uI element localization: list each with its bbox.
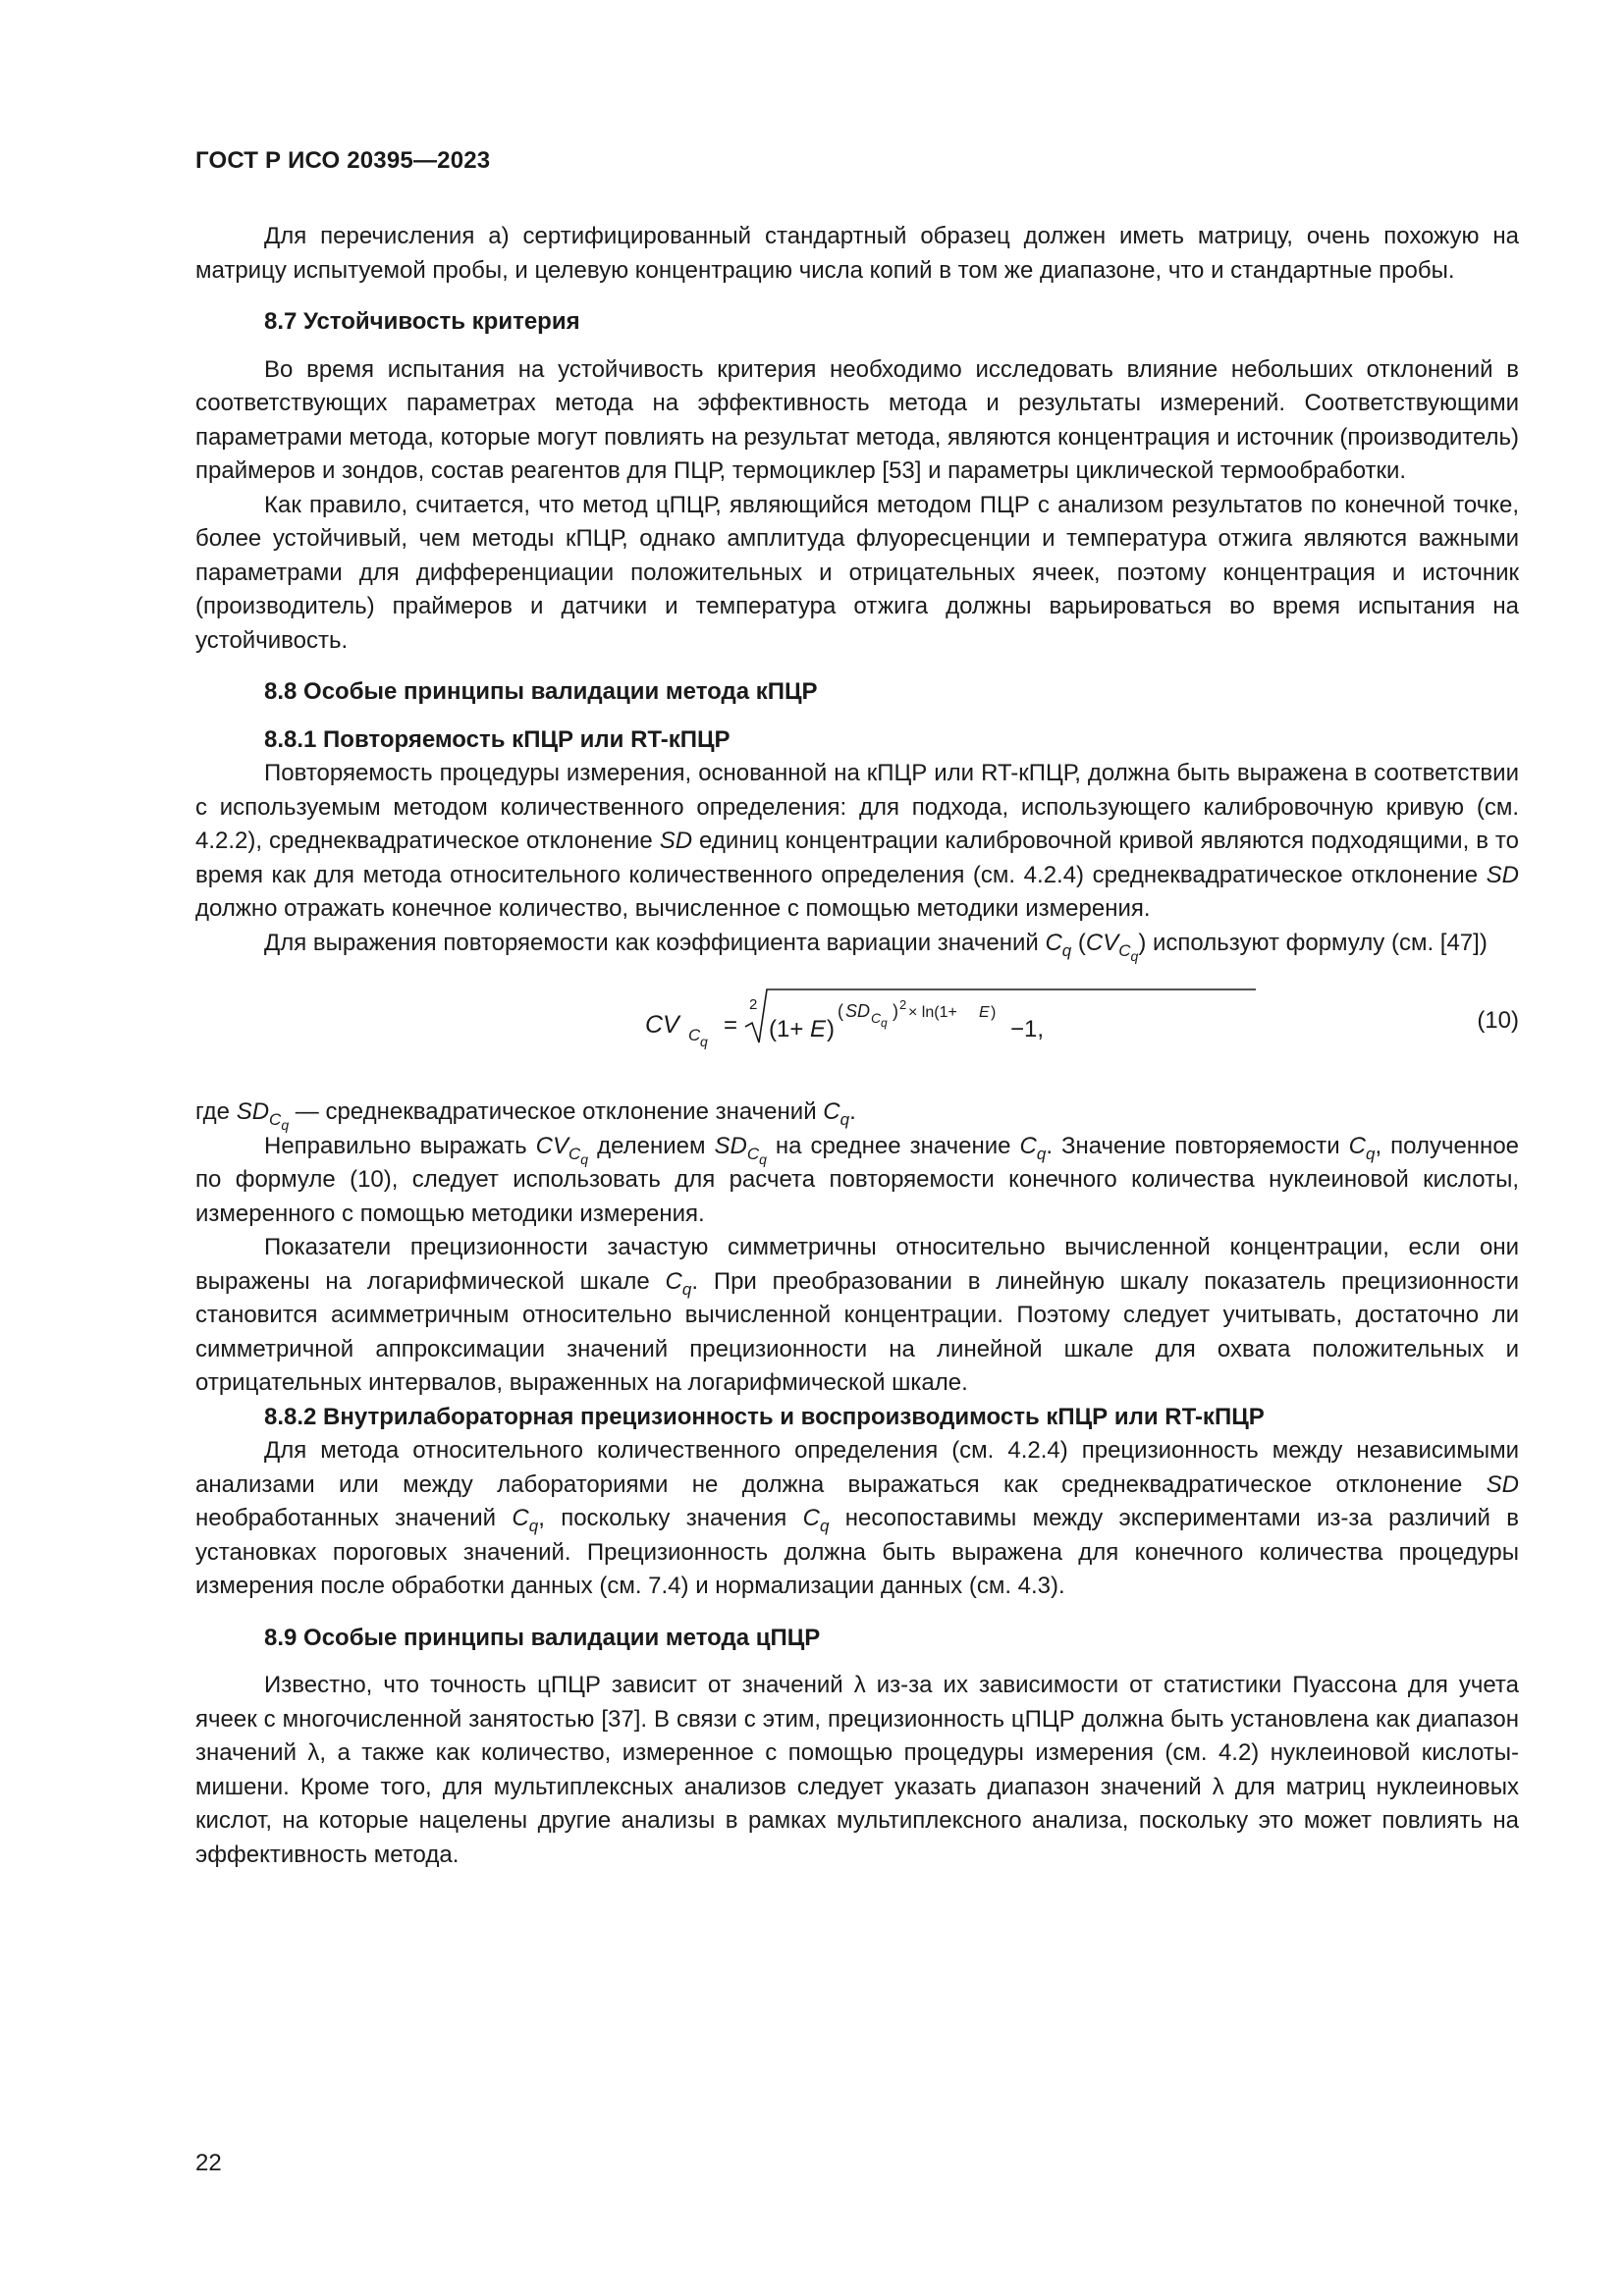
formula-exp-sd: SD — [845, 1001, 871, 1021]
formula-graphic — [627, 966, 1256, 1084]
formula-exp-q: q — [881, 1016, 888, 1030]
paragraph-8-7-2: Как правило, считается, что метод цПЦР, являющийся методом ПЦР с анализом результатов по конечной точке, более устойчивый, чем методы кПЦР, однако амплитуда флуоресценции и температура отжига являются важными параметрами для дифференциации положительных и отрицательных ячеек, поэтому концентрация и источник (производитель) праймеров и датчики и температура отжига должны варьироваться во время испытания на устойчивость. — [195, 491, 1519, 654]
paragraph-where: где $SD_{C_q}$ — среднеквадратическое отклонение значений $C_q$. — [195, 1098, 856, 1133]
formula-exp-sq: 2 — [899, 997, 907, 1012]
paragraph-8-8-1-3: Неправильно выражать $CV_{C_q}$ делением $SD_{C_q}$ на среднее значение $C_q$. Значение повторяемости $C_q$, полученное по формуле (10), следует использовать для расчета повторяемости конечного количества нуклеиновой кислоты, измеренного с помощью методики измерения. — [195, 1132, 1520, 1227]
formula-number: (10) — [1477, 1007, 1519, 1034]
section-8-9-heading: 8.9 Особые принципы валидации метода цПЦР — [264, 1624, 821, 1651]
formula-base-open: (1+ — [769, 1016, 804, 1042]
section-8-8-heading: 8.8 Особые принципы валидации метода кПЦР — [264, 678, 818, 705]
formula-10 — [195, 966, 1519, 1094]
paragraph-8-8-1-1: Повторяемость процедуры измерения, основанной на кПЦР или RT-кПЦР, должна быть выражена в соответствии с используемым методом количественного определения: для подхода, использующего калибровочную кривую (см. 4.2.2), среднеквадратическое отклонение SD единиц концентрации калибровочной кривой являются подходящими, в то время как для метода относительного количественного определения (см. 4.2.4) среднеквадратическое отклонение SD должно отражать конечное количество, вычисленное с помощью методики измерения. — [195, 760, 1519, 922]
formula-root-index: 2 — [749, 996, 758, 1013]
document-header: ГОСТ Р ИСО 20395—2023 — [195, 147, 491, 174]
formula-exp-close: ) — [893, 1001, 898, 1021]
section-8-8-1-heading: 8.8.1 Повторяемость кПЦР или RT-кПЦР — [264, 725, 731, 753]
paragraph-intro: Для перечисления а) сертифицированный стандартный образец должен иметь матрицу, очень похожую на матрицу испытуемой пробы, и целевую концентрацию числа копий в том же диапазоне, что и стандартные пробы. — [195, 223, 1519, 284]
formula-exp-end: ) — [991, 1004, 997, 1021]
formula-lhs-c: C — [688, 1026, 701, 1044]
page-number: 22 — [195, 2150, 222, 2176]
formula-exp-e: E — [979, 1004, 990, 1021]
formula-base-close: ) — [827, 1016, 835, 1042]
paragraph-8-8-1-2: Для выражения повторяемости как коэффициента вариации значений $C_q$ $(CV_{C_q})$ используют формулу (см. [47]) — [264, 929, 1488, 964]
section-8-7-heading: 8.7 Устойчивость критерия — [264, 308, 580, 335]
formula-lhs-cv: CV — [645, 1011, 679, 1039]
document-page — [195, 147, 1519, 1872]
paragraph-8-7-1: Во время испытания на устойчивость критерия необходимо исследовать влияние небольших отклонений в соответствующих параметрах метода на эффективность метода и результаты измерений. Соответствующими параметрами метода, которые могут повлиять на результат метода, являются концентрация и источник (производитель) праймеров и зондов, состав реагентов для ПЦР, термоциклер [53] и параметры циклической термообработки. — [195, 355, 1519, 484]
formula-exp-open: ( — [838, 1001, 843, 1021]
formula-base-e: E — [810, 1016, 827, 1042]
paragraph-8-8-2: Для метода относительного количественного определения (см. 4.2.4) прецизионность между независимыми анализами или между лабораториями не должна выражаться как среднеквадратическое отклонение SD необработанных значений $C_q$, поскольку значения $C_q$ несопоставимы между экспериментами из-за различий в установках пороговых значений. Прецизионность должна быть выражена для конечного количества процедуры измерения после обработки данных (см. 7.4) и нормализации данных (см. 4.3). — [195, 1437, 1520, 1599]
paragraph-8-9: Известно, что точность цПЦР зависит от значений λ из-за их зависимости от статистики Пуассона для учета ячеек с многочисленной занятостью [37]. В связи с этим, прецизионность цПЦР должна быть установлена как диапазон значений λ, а также как количество, измеренное с помощью процедуры измерения (см. 4.2) нуклеиновой кислоты-мишени. Кроме того, для мультиплексных анализов следует указать диапазон значений λ для матриц нуклеиновых кислот, на которые нацелены другие анализы в рамках мультиплексного анализа, поскольку это может повлиять на эффективность метода. — [195, 1672, 1519, 1868]
formula-lhs-q: q — [700, 1034, 708, 1049]
formula-exp-ln: × ln(1+ — [908, 1004, 957, 1021]
formula-exp-c: C — [871, 1010, 882, 1026]
formula-tail: −1, — [1010, 1016, 1045, 1042]
formula-equals: = — [724, 1012, 738, 1039]
section-8-8-2-heading: 8.8.2 Внутрилабораторная прецизионность и воспроизводимость кПЦР или RT-кПЦР — [264, 1403, 1265, 1430]
paragraph-8-8-1-4: Показатели прецизионности зачастую симметричны относительно вычисленной концентрации, если они выражены на логарифмической шкале $C_q$. При преобразовании в линейную шкалу показатель прецизионности становится асимметричным относительно вычисленной концентрации. Поэтому следует учитывать, достаточно ли симметричной аппроксимации значений прецизионности на линейной шкале для охвата положительных и отрицательных интервалов, выраженных на логарифмической шкале. — [195, 1234, 1520, 1396]
